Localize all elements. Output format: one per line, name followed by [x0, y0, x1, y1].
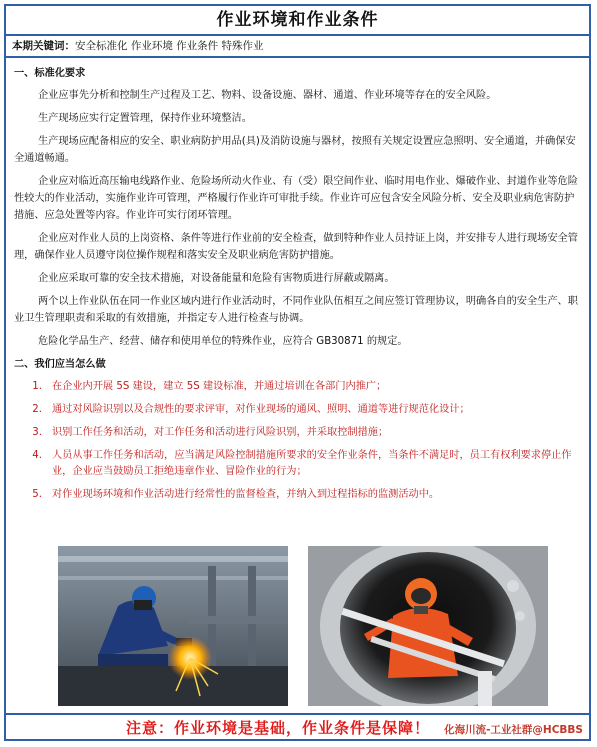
list-item [14, 425, 581, 441]
section1-paragraph: 生产现场应配备相应的安全、职业病防护用品(具)及消防设施与器材，按照有关规定设置应急照明、安全通道，并确保安全通道畅通。 [14, 136, 576, 164]
section1-paragraph: 危险化学品生产、经营、储存和使用单位的特殊作业，应符合 GB30871 的规定。 [38, 336, 408, 347]
list-item-number: 1. [32, 381, 42, 392]
list-item-number: 4. [32, 450, 42, 461]
content-body [6, 58, 589, 503]
list-item-text: 通过对风险识别以及合规性的要求评审，对作业现场的通风、照明、通道等进行规范化设计； [52, 404, 470, 415]
list-item-text: 识别工作任务和活动，对工作任务和活动进行风险识别，并采取控制措施； [52, 427, 389, 438]
section1-paragraph: 企业应对作业人员的上岗资格、条件等进行作业前的安全检查，做到特种作业人员持证上岗，并安排专人进行现场安全管理，确保作业人员遵守岗位操作规程和落实安全及职业病危害防护措施。 [14, 233, 578, 261]
list-item-number: 3. [32, 427, 42, 438]
action-list [14, 379, 581, 503]
list-item-text: 对作业现场环境和作业活动进行经常性的监督检查，并纳入到过程指标的监测活动中。 [52, 489, 440, 500]
notice-bar [6, 713, 589, 741]
keywords-value: 安全标准化 作业环境 作业条件 特殊作业 [75, 40, 264, 52]
section1-paragraph: 企业应对临近高压输电线路作业、危险场所动火作业、有（受）限空间作业、临时用电作业、爆破作业、封道作业等危险性较大的作业活动，实施作业许可管理，严格履行作业许可审批手续。作业许可应包含安全风险分析、安全及职业病危害防护措施、应急处置等内容。作业许可实行闭环管理。 [14, 176, 578, 221]
list-item-number: 2. [32, 404, 42, 415]
welder-photo [58, 546, 288, 706]
list-item [14, 487, 581, 503]
section1-paragraph: 企业应采取可靠的安全技术措施，对设备能量和危险有害物质进行屏蔽或隔离。 [38, 273, 395, 284]
list-item [14, 379, 581, 395]
keywords-label: 本期关键词： [12, 40, 75, 52]
poster-frame [4, 4, 591, 741]
list-item-number: 5. [32, 489, 42, 500]
list-item-text: 在企业内开展 5S 建设，建立 5S 建设标准，并通过培训在各部门内推广； [52, 381, 387, 392]
confined-space-photo [308, 546, 548, 706]
watermark-text: 化海川流-工业社群@HCBBS [444, 724, 583, 736]
page-title: 作业环境和作业条件 [6, 6, 589, 36]
section1-heading: 一、标准化要求 [14, 68, 86, 79]
section1-paragraph: 两个以上作业队伍在同一作业区域内进行作业活动时，不同作业队伍相互之间应签订管理协议，明确各自的安全生产、职业卫生管理职责和采取的有效措施，并指定专人进行检查与协调。 [14, 296, 578, 324]
section2-heading: 二、我们应当怎么做 [14, 359, 106, 370]
list-item-text: 人员从事工作任务和活动，应当满足风险控制措施所要求的安全作业条件，当条件不满足时，员工有权利要求停止作业，企业应当鼓励员工拒绝违章作业、冒险作业的行为； [52, 450, 572, 477]
keywords-row [6, 36, 589, 58]
section1-paragraph: 企业应事先分析和控制生产过程及工艺、物料、设备设施、器材、通道、作业环境等存在的安全风险。 [38, 90, 497, 101]
photo-row [58, 546, 548, 706]
list-item [14, 448, 581, 480]
section1-paragraph: 生产现场应实行定置管理，保持作业环境整洁。 [38, 113, 252, 124]
notice-text: 注意：作业环境是基础，作业条件是保障！ [126, 719, 431, 737]
list-item [14, 402, 581, 418]
